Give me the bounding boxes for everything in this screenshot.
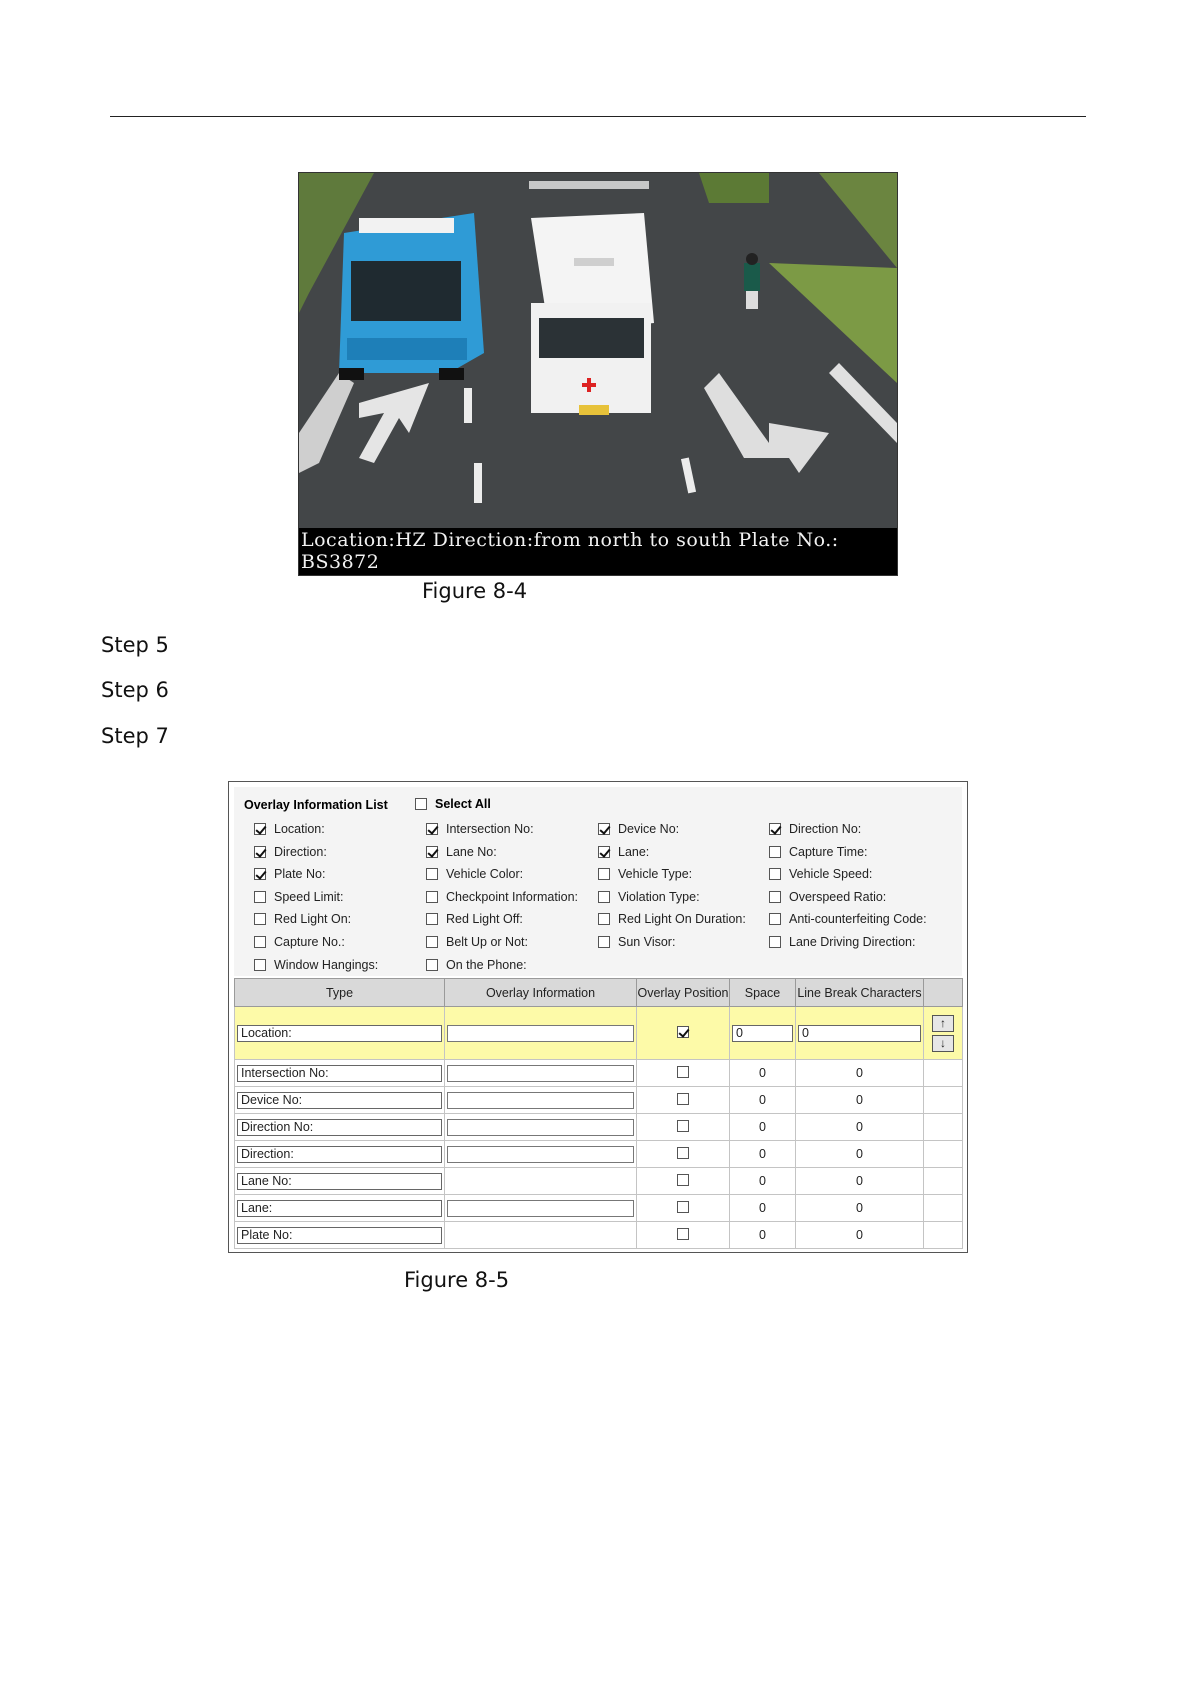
table-row[interactable] [235,1007,963,1060]
overlay-option-label: Speed Limit: [274,889,344,904]
overlay-position-checkbox[interactable] [677,1066,689,1078]
checkbox-icon[interactable] [254,959,266,971]
type-cell [235,1168,445,1195]
overlay-information-input[interactable] [447,1065,634,1082]
overlay-option-label: Checkpoint Information: [446,889,579,904]
step-label: Step 5 [101,633,169,657]
type-cell [235,1087,445,1114]
line-break-cell[interactable]: 0 [796,1087,924,1114]
overlay-option-label: Sun Visor: [618,935,676,949]
type-cell [235,1060,445,1087]
list-title: Overlay Information List [244,798,388,812]
order-cell [924,1060,963,1087]
overlay-option-checkbox[interactable] [254,934,345,950]
checkbox-icon[interactable] [426,913,438,925]
overlay-option-label: Anti-counterfeiting Code: [789,912,927,927]
truck-shape [531,213,654,415]
select-all-checkbox[interactable] [415,797,491,811]
overlay-option-label: Red Light Off: [446,912,523,927]
overlay-information-list [234,787,962,976]
overlay-position-cell [637,1141,730,1168]
overlay-option-checkbox[interactable] [254,821,325,837]
type-cell [235,1007,445,1060]
overlay-option-checkbox[interactable] [254,844,327,860]
overlay-position-checkbox[interactable] [677,1201,689,1213]
overlay-option-checkbox[interactable] [426,889,578,905]
checkbox-icon[interactable] [426,823,438,835]
figure-caption: Figure 8-4 [422,579,528,603]
table-row[interactable] [235,1222,963,1249]
overlay-option-checkbox[interactable] [598,911,746,927]
overlay-position-checkbox[interactable] [677,1026,689,1038]
column-header-order [924,979,963,1007]
overlay-option-label: Window Hangings: [274,957,379,972]
overlay-option-label: Direction: [274,844,327,859]
down-arrow-icon[interactable]: ↓ [932,1035,954,1052]
page-header-rule [110,116,1086,117]
overlay-information-input[interactable] [447,1119,634,1136]
overlay-option-checkbox[interactable] [598,866,692,882]
road-scene-illustration [299,173,897,528]
line-break-input[interactable]: 0 [798,1025,921,1042]
checkbox-icon[interactable] [415,798,427,810]
overlay-option-label: Direction No: [789,822,862,836]
overlay-option-label: Plate No: [274,867,326,882]
step-label: Step 7 [101,724,169,748]
type-cell [235,1114,445,1141]
overlay-option-label: Vehicle Speed: [789,867,873,882]
space-cell[interactable]: 0 [730,1141,796,1168]
overlay-option-label: Capture Time: [789,844,868,859]
checkbox-icon[interactable] [598,868,610,880]
column-header-overlay-position: Overlay Position [637,979,730,1007]
overlay-option-checkbox[interactable] [254,911,351,927]
checkbox-icon[interactable] [254,846,266,858]
type-cell [235,1222,445,1249]
osd-overlay-text [299,528,897,575]
overlay-option-checkbox[interactable] [426,821,534,837]
type-cell [235,1195,445,1222]
checkbox-icon[interactable] [769,891,781,903]
line-break-cell [796,1007,924,1060]
overlay-information-cell [445,1007,637,1060]
type-cell [235,1141,445,1168]
overlay-information-input[interactable] [447,1200,634,1217]
order-cell [924,1087,963,1114]
column-header-type: Type [235,979,445,1007]
column-header-line-break: Line Break Characters [796,979,924,1007]
overlay-option-checkbox[interactable] [598,844,649,860]
table-row[interactable] [235,1114,963,1141]
overlay-information-cell [445,1114,637,1141]
overlay-option-checkbox[interactable] [598,821,679,837]
order-cell [924,1222,963,1249]
checkbox-icon[interactable] [426,936,438,948]
overlay-option-checkbox[interactable] [426,844,497,860]
overlay-position-cell [637,1168,730,1195]
type-label: Lane No: [237,1173,442,1190]
overlay-position-checkbox[interactable] [677,1174,689,1186]
checkbox-icon[interactable] [426,891,438,903]
overlay-position-checkbox[interactable] [677,1120,689,1132]
type-label: Location: [237,1025,442,1042]
checkbox-icon[interactable] [426,959,438,971]
overlay-option-checkbox[interactable] [426,934,528,950]
table-row[interactable] [235,1141,963,1168]
overlay-option-label: Red Light On Duration: [618,912,746,927]
figure-caption: Figure 8-5 [404,1268,510,1292]
overlay-option-label: Overspeed Ratio: [789,889,887,904]
table-header-row [235,979,963,1007]
up-arrow-icon[interactable]: ↑ [932,1015,954,1032]
overlay-option-label: Belt Up or Not: [446,935,528,949]
line-break-cell[interactable]: 0 [796,1168,924,1195]
overlay-option-checkbox[interactable] [254,889,343,905]
overlay-position-checkbox[interactable] [677,1093,689,1105]
checkbox-icon[interactable] [769,868,781,880]
checkbox-icon[interactable] [254,868,266,880]
space-input[interactable]: 0 [732,1025,793,1042]
overlay-position-cell [637,1060,730,1087]
column-header-space: Space [730,979,796,1007]
order-cell [924,1195,963,1222]
overlay-option-checkbox[interactable] [769,821,861,837]
type-label: Plate No: [237,1227,442,1244]
overlay-information-cell [445,1168,637,1195]
overlay-option-checkbox[interactable] [254,957,378,973]
overlay-information-cell [445,1195,637,1222]
space-cell[interactable]: 0 [730,1060,796,1087]
overlay-option-label: Intersection No: [446,822,534,836]
checkbox-icon[interactable] [254,823,266,835]
overlay-option-label: Red Light On: [274,912,352,927]
order-cell [924,1141,963,1168]
checkbox-icon[interactable] [426,868,438,880]
overlay-option-label: Lane No: [446,844,497,859]
osd-line-1: Location:HZ Direction:from north to south Plate No.: [301,529,839,551]
overlay-position-cell [637,1087,730,1114]
space-cell[interactable]: 0 [730,1195,796,1222]
table-row[interactable] [235,1195,963,1222]
overlay-position-checkbox[interactable] [677,1228,689,1240]
checkbox-icon[interactable] [254,891,266,903]
overlay-option-checkbox[interactable] [598,934,675,950]
select-all-label: Select All [435,797,491,811]
overlay-option-checkbox[interactable] [769,889,886,905]
checkbox-icon[interactable] [426,846,438,858]
checkbox-icon[interactable] [598,846,610,858]
order-cell [924,1007,963,1060]
overlay-option-label: Lane: [618,844,650,859]
overlay-position-cell [637,1114,730,1141]
space-cell[interactable]: 0 [730,1168,796,1195]
overlay-table [234,978,963,1249]
overlay-option-label: Capture No.: [274,935,345,949]
type-label: Device No: [237,1092,442,1109]
checkbox-icon[interactable] [769,936,781,948]
overlay-option-label: Vehicle Type: [618,867,693,882]
type-label: Intersection No: [237,1065,442,1082]
bus-shape [339,213,484,380]
step-label: Step 6 [101,678,169,702]
overlay-information-cell [445,1222,637,1249]
order-cell [924,1114,963,1141]
checkbox-icon[interactable] [769,823,781,835]
checkbox-icon[interactable] [769,846,781,858]
overlay-option-label: Vehicle Color: [446,867,524,882]
overlay-option-checkbox[interactable] [426,911,523,927]
checkbox-icon[interactable] [769,913,781,925]
space-cell[interactable]: 0 [730,1114,796,1141]
checkbox-icon[interactable] [598,913,610,925]
overlay-option-label: Violation Type: [618,889,700,904]
order-cell [924,1168,963,1195]
overlay-option-label: Lane Driving Direction: [789,935,916,949]
line-break-cell[interactable]: 0 [796,1060,924,1087]
line-break-cell[interactable]: 0 [796,1222,924,1249]
checkbox-icon[interactable] [254,936,266,948]
line-break-cell[interactable]: 0 [796,1195,924,1222]
overlay-option-label: Device No: [618,822,680,836]
overlay-position-cell [637,1222,730,1249]
type-label: Direction No: [237,1119,442,1136]
overlay-option-checkbox[interactable] [769,844,868,860]
overlay-option-label: Location: [274,822,325,836]
overlay-option-checkbox[interactable] [426,957,527,973]
overlay-position-cell [637,1007,730,1060]
traffic-snapshot-image [298,172,898,576]
column-header-overlay-information: Overlay Information [445,979,637,1007]
table-row[interactable] [235,1087,963,1114]
overlay-option-checkbox[interactable] [769,934,915,950]
overlay-option-checkbox[interactable] [769,866,872,882]
overlay-position-checkbox[interactable] [677,1147,689,1159]
table-row[interactable] [235,1168,963,1195]
overlay-information-input[interactable] [447,1146,634,1163]
checkbox-icon[interactable] [254,913,266,925]
overlay-settings-panel [228,781,968,1253]
overlay-option-checkbox[interactable] [254,866,325,882]
table-row[interactable] [235,1060,963,1087]
checkbox-icon[interactable] [598,891,610,903]
osd-line-2: BS3872 [301,551,380,573]
type-label: Lane: [237,1200,442,1217]
type-label: Direction: [237,1146,442,1163]
overlay-information-cell [445,1141,637,1168]
space-cell[interactable]: 0 [730,1087,796,1114]
checkbox-icon[interactable] [598,936,610,948]
overlay-option-checkbox[interactable] [769,911,927,927]
space-cell [730,1007,796,1060]
checkbox-icon[interactable] [598,823,610,835]
overlay-information-input[interactable] [447,1092,634,1109]
line-break-cell[interactable]: 0 [796,1141,924,1168]
overlay-information-cell [445,1087,637,1114]
overlay-option-checkbox[interactable] [426,866,523,882]
space-cell[interactable]: 0 [730,1222,796,1249]
overlay-option-label: On the Phone: [446,957,527,972]
line-break-cell[interactable]: 0 [796,1114,924,1141]
overlay-information-cell [445,1060,637,1087]
overlay-option-checkbox[interactable] [598,889,700,905]
overlay-information-input[interactable] [447,1025,634,1042]
overlay-position-cell [637,1195,730,1222]
